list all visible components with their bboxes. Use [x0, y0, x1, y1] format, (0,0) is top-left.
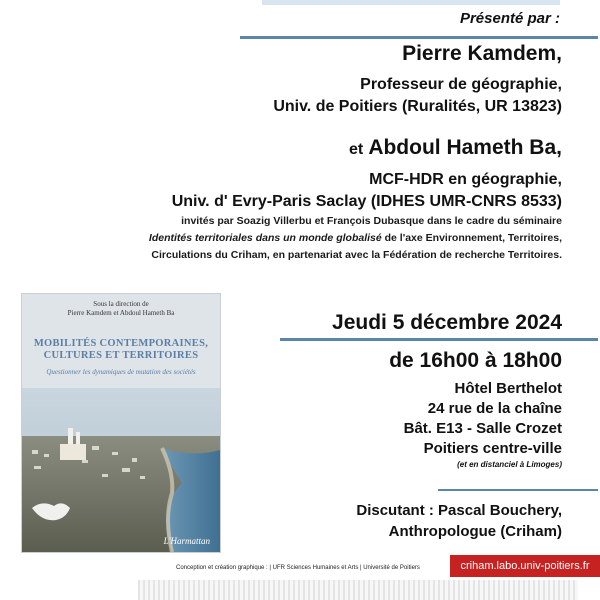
- invitation-paragraph: [12, 213, 562, 264]
- venue-city: Poitiers centre-ville: [423, 440, 562, 457]
- discussant-title: Anthropologue (Criham): [388, 523, 562, 540]
- book-subtitle: Questionner les dynamiques de mutation des sociétés: [46, 368, 196, 376]
- book-authors-names: Pierre Kamdem et Abdoul Hameth Ba: [67, 309, 175, 317]
- discussant-block: [356, 500, 562, 542]
- invitation-line1: invités par Soazig Villerbu et François Dubasque dans le cadre du séminaire: [181, 215, 562, 227]
- divider-rule-top: [240, 36, 598, 39]
- seminar-title: Identités territoriales dans un monde globalisé: [148, 232, 382, 244]
- speaker1-title: Professeur de géographie,: [360, 76, 562, 93]
- presented-by-label: Présenté par :: [459, 10, 560, 27]
- design-credits: Conception et création graphique : | UFR Sciences Humaines et Arts | Université de Poitiers: [176, 565, 420, 571]
- top-decorative-band: [262, 0, 560, 5]
- speaker2-block: [172, 136, 562, 213]
- partner-logos-strip: [138, 580, 578, 600]
- speaker2-affiliation: Univ. d' Evry-Paris Saclay (IDHES UMR-CNRS 8533): [171, 193, 562, 210]
- event-date-block: [332, 310, 562, 336]
- divider-rule-date: [280, 338, 598, 341]
- divider-rule-venue: [438, 489, 598, 491]
- remote-note: (et en distanciel à Limoges): [457, 460, 562, 469]
- website-link[interactable]: criham.labo.univ-poitiers.fr: [450, 555, 600, 577]
- speaker1-affiliation: Univ. de Poitiers (Ruralités, UR 13823): [273, 98, 562, 115]
- speaker1-name: Pierre Kamdem,: [402, 42, 562, 65]
- event-details-block: [389, 348, 562, 471]
- book-title-line2: CULTURES ET TERRITOIRES: [43, 350, 199, 361]
- speaker2-name: Abdoul Hameth Ba,: [368, 136, 562, 159]
- book-authors-intro: Sous la direction de: [93, 300, 149, 308]
- venue-street: 24 rue de la chaîne: [427, 400, 562, 417]
- book-cover: [22, 294, 220, 552]
- invitation-line3: Circulations du Criham, en partenariat avec la Fédération de recherche Territoires.: [151, 249, 562, 261]
- book-cover-photo: [22, 388, 220, 552]
- event-hours: de 16h00 à 18h00: [389, 349, 562, 372]
- venue-room: Bât. E13 - Salle Crozet: [403, 420, 562, 437]
- book-title-line1: MOBILITÉS CONTEMPORAINES,: [33, 338, 209, 349]
- event-date: Jeudi 5 décembre 2024: [332, 311, 562, 334]
- venue-building: Hôtel Berthelot: [454, 380, 562, 397]
- speaker2-prefix: et: [349, 141, 364, 158]
- discussant-name: Discutant : Pascal Bouchery,: [356, 502, 562, 519]
- book-publisher: L'Harmattan: [163, 536, 210, 546]
- speaker1-block: [273, 42, 562, 118]
- speaker2-title: MCF-HDR en géographie,: [369, 171, 562, 188]
- book-title: [22, 338, 220, 362]
- book-authors: [22, 300, 220, 318]
- invitation-line2: de l'axe Environnement, Territoires,: [381, 232, 562, 244]
